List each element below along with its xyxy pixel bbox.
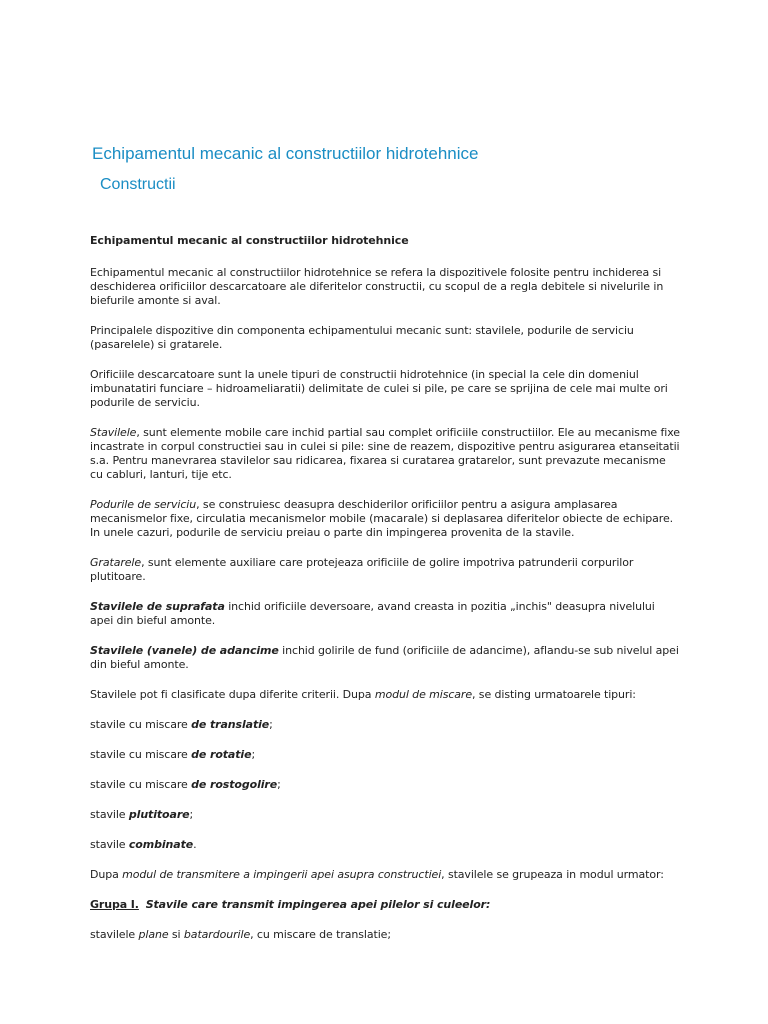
paragraph-adancime: Stavilele (vanele) de adancime inchid golirile de fund (orificiile de adancime), aflandu-se sub nivelul apei din bieful amonte. [90,644,679,671]
document-body [90,234,680,958]
list-item: stavile combinate. [90,838,197,851]
list-item: stavile cu miscare de translatie; [90,718,273,731]
paragraph-poduri: Podurile de serviciu, se construiesc deasupra deschiderilor orificiilor pentru a asigura amplasarea mecanismelor fixe, circulatia mecanismelor mobile (macarale) si deplasarea diferitelor obiecte de echipare. In unele cazuri, podurile de serviciu preiau o parte din impingerea provenita de la stavile. [90,498,674,539]
group-heading [90,898,680,912]
paragraph-stavilele: Stavilele, sunt elemente mobile care inchid partial sau complet orificiile constructiilor. Ele au mecanisme fixe incastrate in corpul constructiei sau in culei si pile: sine de reazem, dispozitive pentru asigurarea etanseitatii s.a. Pentru manevrarea stavilelor sau ridicarea, fixarea si curatarea gratarelor, sunt prevazute mecanisme cu cabluri, lanturi, tije etc. [90,426,680,481]
list-item: stavile cu miscare de rostogolire; [90,778,281,791]
list-item: stavile plutitoare; [90,808,194,821]
term-adancime: Stavilele (vanele) de adancime [90,644,279,657]
term-poduri: Podurile de serviciu [90,498,197,511]
type-list [90,718,680,852]
paragraph-clasificare: Stavilele pot fi clasificate dupa diferite criterii. Dupa modul de miscare, se disting urmatoarele tipuri: [90,688,636,701]
document-title: Echipamentul mecanic al constructiilor hidrotehnice [92,144,479,163]
paragraph-plane: stavilele plane si batardourile, cu miscare de translatie; [90,928,391,941]
term-suprafata: Stavilele de suprafata [90,600,225,613]
term-stavilele: Stavilele [90,426,137,439]
term-gratare: Gratarele [90,556,142,569]
paragraph-orifices: Orificiile descarcatoare sunt la unele tipuri de constructii hidrotehnice (in special la cele din domeniul imbunatatiri funciare – hidroameliaratii) delimitate de culei si pile, pe care se sprijina de cele mai multe ori podurile de serviciu. [90,368,668,409]
group-description: Stavile care transmit impingerea apei pilelor si culeelor: [145,898,491,911]
paragraph-gratare: Gratarele, sunt elemente auxiliare care protejeaza orificiile de golire impotriva patrunderii corpurilor plutitoare. [90,556,634,583]
paragraph-transmitere: Dupa modul de transmitere a impingerii apei asupra constructiei, stavilele se grupeaza in modul urmator: [90,868,664,881]
document-category: Constructii [100,176,176,193]
section-heading: Echipamentul mecanic al constructiilor hidrotehnice [90,234,409,247]
group-label: Grupa I. [90,898,139,911]
paragraph-devices: Principalele dispozitive din componenta echipamentului mecanic sunt: stavilele, podurile de serviciu (pasarelele) si gratarele. [90,324,634,351]
paragraph-suprafata: Stavilele de suprafata inchid orificiile deversoare, avand creasta in pozitia „inchis" deasupra nivelului apei din bieful amonte. [90,600,655,627]
paragraph-intro: Echipamentul mecanic al constructiilor hidrotehnice se refera la dispozitivele folosite pentru inchiderea si deschiderea orificiilor descarcatoare ale diferitelor constructii, cu scopul de a regla debitele si nivelurile in biefurile amonte si aval. [90,266,664,307]
list-item: stavile cu miscare de rotatie; [90,748,256,761]
